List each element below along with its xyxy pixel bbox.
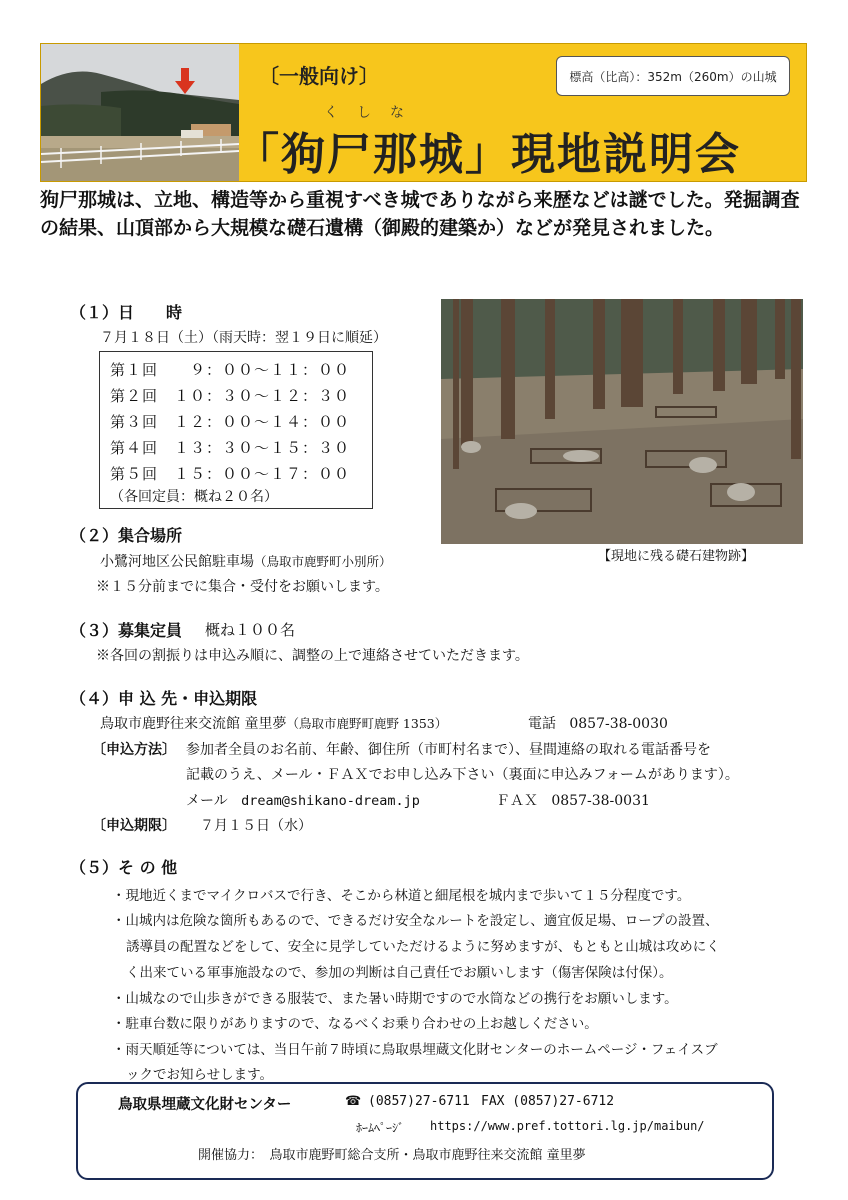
header-banner xyxy=(40,43,807,182)
session-5: 第５回 １５：００～１７：００ xyxy=(110,465,351,483)
method-label: 〔申込方法〕 xyxy=(92,742,176,758)
arrow-down-icon xyxy=(175,68,195,94)
venue-address: （鳥取市鹿野町鹿野 1353） xyxy=(286,716,448,731)
note-safety-3: く出来ている軍事施設なので、参加の判断は自己責任でお願いします（傷害保険は付保）。 xyxy=(126,965,673,981)
venue-phone xyxy=(528,713,668,733)
method-line-1: 参加者全員のお名前、年齢、御住所（市町村名まで）、昼間連絡の取れる電話番号を xyxy=(186,742,711,758)
org-name: 鳥取県埋蔵文化財センター xyxy=(118,1097,292,1113)
foundation-stone-site-photo xyxy=(441,299,803,544)
note-clothing: ・山城なので山歩きができる服装で、また暑い時期ですので水筒などの携行をお願いします。 xyxy=(112,991,678,1007)
phone-label: 電話 xyxy=(528,716,556,732)
note-rain-1: ・雨天順延等については、当日午前７時頃に鳥取県埋蔵文化財センターのホームページ・フェイスブ xyxy=(112,1042,718,1058)
note-bus: ・現地近くまでマイクロバスで行き、そこから林道と細尾根を城内まで歩いて１５分程度です。 xyxy=(112,888,691,904)
method-line-2: 記載のうえ、メール・ＦＡＸでお申し込み下さい（裏面に申込みフォームがあります）。 xyxy=(186,767,739,783)
note-rain-2: ックでお知らせします。 xyxy=(126,1067,274,1083)
application-venue xyxy=(100,713,447,733)
mail-label: メール xyxy=(186,793,228,809)
capacity-per-session: （各回定員：概ね２０名） xyxy=(110,489,278,505)
note-safety-1: ・山城内は危険な箇所もあるので、できるだけ安全なルートを設定し、適宜仮足場、ロープの設置、 xyxy=(112,913,719,929)
note-parking: ・駐車台数に限りがありますので、なるべくお乗り合わせの上お越しください。 xyxy=(112,1016,598,1032)
mail-address[interactable]: dream@shikano-dream.jp xyxy=(241,793,420,809)
deadline-label: 〔申込期限〕 xyxy=(92,818,176,834)
fax-label: ＦＡＸ xyxy=(496,793,538,809)
castle-mountain-photo xyxy=(41,44,239,181)
capacity-note: ※各回の割振りは申込み順に、調整の上で連絡させていただきます。 xyxy=(96,648,529,664)
session-3: 第３回 １２：００～１４：００ xyxy=(110,413,351,431)
fax-number: 0857-38-0031 xyxy=(551,793,650,809)
meeting-place xyxy=(100,551,392,571)
capacity-heading: （３）募集定員 xyxy=(70,621,183,640)
audience-label: 〔一般向け〕 xyxy=(259,64,379,88)
cooperation-line: 開催協力： 鳥取市鹿野町総合支所・鳥取市鹿野往来交流館 童里夢 xyxy=(198,1148,586,1163)
meeting-place-name: 小鷺河地区公民館駐車場 xyxy=(100,554,254,570)
homepage-url[interactable]: https://www.pref.tottori.lg.jp/maibun/ xyxy=(430,1119,705,1133)
note-safety-2: 誘導員の配置などをして、安全に見学していただけるように努めますが、もともと山城は攻めにく xyxy=(126,939,720,955)
session-4: 第４回 １３：３０～１５：３０ xyxy=(110,439,351,457)
session-2: 第２回 １０：３０～１２：３０ xyxy=(110,387,351,405)
event-date: ７月１８日（土）（雨天時：翌１９日に順延） xyxy=(100,330,387,346)
fax-row xyxy=(496,790,650,810)
deadline-value: ７月１５日（水） xyxy=(200,818,312,834)
session-1: 第１回 ９：００～１１：００ xyxy=(110,361,351,379)
venue-name: 鳥取市鹿野往来交流館 童里夢 xyxy=(100,716,287,732)
phone-icon: ☎ xyxy=(345,1094,362,1109)
homepage-label: ﾎｰﾑﾍﾟｰｼﾞ xyxy=(356,1121,405,1135)
elevation-label: 標高（比高）：352m（260m）の山城 xyxy=(556,56,790,96)
meeting-note: ※１５分前までに集合・受付をお願いします。 xyxy=(96,579,389,595)
title-ruby: くしな xyxy=(324,105,423,121)
meeting-place-address: （鳥取市鹿野町小別所） xyxy=(254,554,392,569)
footer-tel: (0857)27-6711 xyxy=(368,1094,470,1109)
date-heading: （１）日 時 xyxy=(70,303,183,322)
application-heading: （４）申 込 先・申込期限 xyxy=(70,689,258,708)
intro-paragraph: 狗尸那城は、立地、構造等から重視すべき城でありながら来歴などは謎でした。発掘調査の結果、山頂部から大規模な礎石遺構（御殿的建築か）などが発見されました。 xyxy=(40,189,800,239)
mail-row xyxy=(186,790,420,810)
other-heading: （５）そ の 他 xyxy=(70,858,178,877)
footer-fax: FAX (0857)27-6712 xyxy=(481,1094,615,1109)
phone-number: 0857-38-0030 xyxy=(569,716,668,732)
photo-caption: 【現地に残る礎石建物跡】 xyxy=(598,549,755,564)
page-title: 「狗尸那城」現地説明会 xyxy=(235,129,741,180)
capacity-value: 概ね１００名 xyxy=(205,621,296,639)
meeting-heading: （２）集合場所 xyxy=(70,526,183,545)
